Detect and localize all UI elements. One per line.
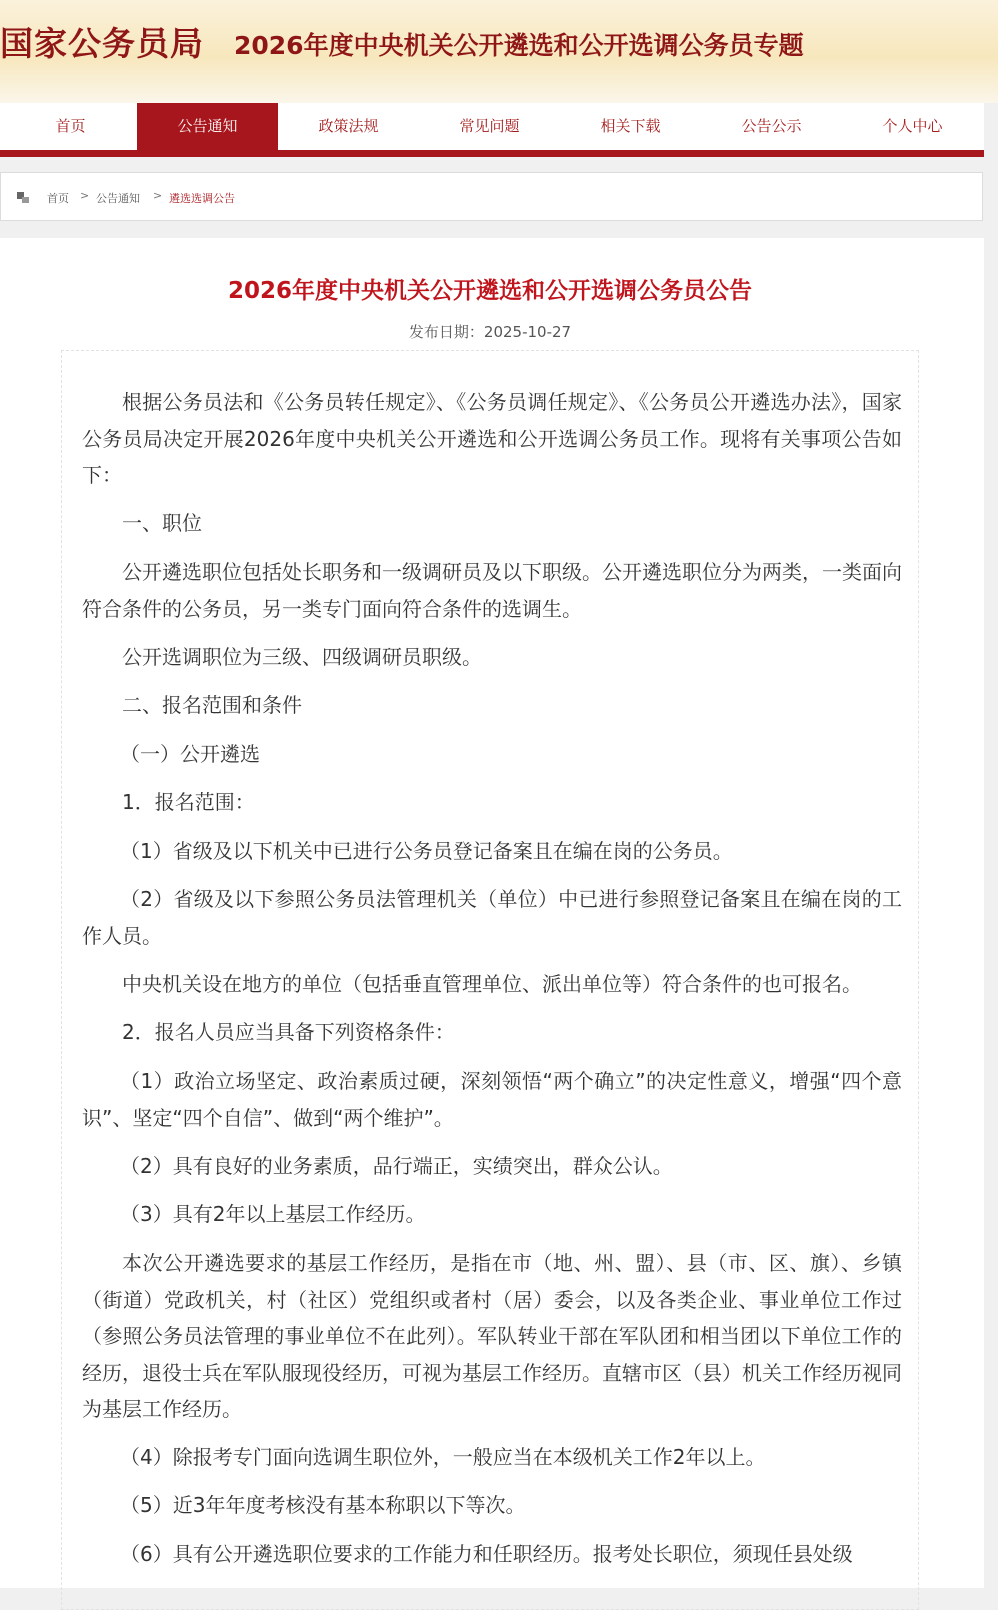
section-heading: 二、报名范围和条件	[122, 693, 302, 717]
breadcrumb-separator: >	[153, 189, 163, 202]
location-icon	[17, 192, 29, 203]
breadcrumb-separator: >	[80, 189, 90, 202]
main-nav	[0, 103, 984, 150]
section-heading: 一、职位	[122, 511, 202, 535]
list-item: （2）省级及以下参照公务员法管理机关（单位）中已进行参照登记备案且在编在岗的工作人员。	[82, 887, 902, 948]
paragraph: 本次公开遴选要求的基层工作经历，是指在市（地、州、盟）、县（市、区、旗）、乡镇（街道）党政机关，村（社区）党组织或者村（居）委会，以及各类企业、事业单位工作过（参照公务员法管理的事业单位不在此列）。军队转业干部在军队团和相当团以下单位工作的经历，退役士兵在军队服现役经历，可视为基层工作经历。直辖市区（县）机关工作经历视同为基层工作经历。	[82, 1251, 902, 1421]
subsection-heading: （一）公开遴选	[120, 742, 260, 766]
list-item: （4）除报考专门面向选调生职位外，一般应当在本级机关工作2年以上。	[120, 1445, 766, 1469]
paragraph: 中央机关设在地方的单位（包括垂直管理单位、派出单位等）符合条件的也可报名。	[122, 972, 862, 996]
breadcrumb-notices[interactable]: 公告通知	[96, 192, 140, 205]
nav-item-faq[interactable]: 常见问题	[459, 117, 520, 135]
breadcrumb-home[interactable]: 首页	[47, 192, 69, 205]
article-title: 2026年度中央机关公开遴选和公开选调公务员公告	[227, 278, 752, 304]
paragraph-intro: 根据公务员法和《公务员转任规定》、《公务员调任规定》、《公务员公开遴选办法》，国家公务员局决定开展2026年度中央机关公开遴选和公开选调公务员工作。现将有关事项公告如下：	[82, 390, 902, 487]
nav-item-personal-center[interactable]: 个人中心	[882, 117, 943, 135]
list-item: （1）政治立场坚定、政治素质过硬，深刻领悟“两个确立”的决定性意义，增强“四个意识”、坚定“四个自信”、做到“两个维护”。	[82, 1069, 902, 1130]
nav-item-policies[interactable]: 政策法规	[318, 117, 379, 135]
list-item: （1）省级及以下机关中已进行公务员登记备案且在编在岗的公务员。	[120, 839, 733, 863]
breadcrumb-current: 遴选选调公告	[169, 192, 235, 205]
nav-item-downloads[interactable]: 相关下载	[600, 117, 661, 135]
site-logo-name[interactable]: 国家公务员局	[0, 24, 204, 63]
site-banner	[0, 0, 998, 103]
nav-item-notices[interactable]: 公告通知	[137, 103, 278, 150]
nav-item-publicity[interactable]: 公告公示	[741, 117, 802, 135]
paragraph: 2．报名人员应当具备下列资格条件：	[122, 1020, 455, 1044]
list-item: （3）具有2年以上基层工作经历。	[120, 1202, 426, 1226]
breadcrumb	[0, 172, 983, 221]
nav-item-home[interactable]: 首页	[55, 117, 86, 135]
paragraph: 1．报名范围：	[122, 790, 255, 814]
topic-title: 2026年度中央机关公开遴选和公开选调公务员专题	[234, 31, 804, 60]
list-item: （6）具有公开遴选职位要求的工作能力和任职经历。报考处长职位，须现任县处级	[120, 1542, 853, 1566]
list-item: （5）近3年年度考核没有基本称职以下等次。	[120, 1493, 526, 1517]
paragraph: 公开选调职位为三级、四级调研员职级。	[122, 645, 482, 669]
nav-divider	[0, 150, 984, 157]
list-item: （2）具有良好的业务素质，品行端正，实绩突出，群众公认。	[120, 1154, 673, 1178]
publish-date: 发布日期：2025-10-27	[408, 323, 572, 341]
paragraph: 公开遴选职位包括处长职务和一级调研员及以下职级。公开遴选职位分为两类，一类面向符合条件的公务员，另一类专门面向符合条件的选调生。	[82, 560, 902, 621]
